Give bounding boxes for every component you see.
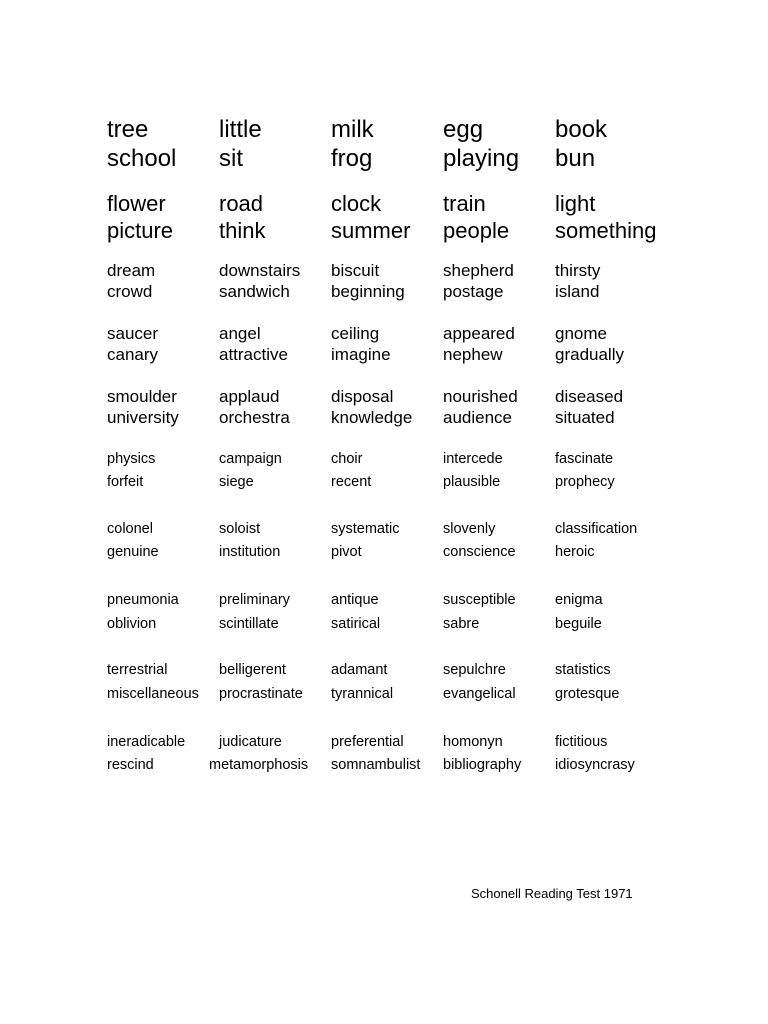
word: crowd [107,282,153,301]
word: dream [107,261,156,280]
word: forfeit [107,474,144,490]
word: situated [555,408,615,427]
word: downstairs [219,261,301,280]
word: think [219,218,266,243]
word: sepulchre [443,662,506,678]
word: sabre [443,616,480,632]
word: colonel [107,521,153,537]
word: summer [331,218,411,243]
word: procrastinate [219,686,303,702]
word: conscience [443,544,516,560]
word: heroic [555,544,595,560]
word: preferential [331,734,404,750]
word: university [107,408,179,427]
word: train [443,191,486,216]
word: appeared [443,324,515,343]
word: picture [107,218,174,243]
word: gradually [555,345,624,364]
word: intercede [443,451,503,467]
word: siege [219,474,254,490]
word: susceptible [443,592,516,608]
word: adamant [331,662,388,678]
word: tyrannical [331,686,394,702]
word: idiosyncrasy [555,757,635,773]
word: metamorphosis [209,757,309,773]
word: gnome [555,324,607,343]
word: campaign [219,451,282,467]
word: shepherd [443,261,514,280]
word: recent [331,474,372,490]
word: bun [555,145,596,172]
word: preliminary [219,592,290,608]
word: grotesque [555,686,620,702]
word: choir [331,451,363,467]
word: biscuit [331,261,380,280]
word: evangelical [443,686,516,702]
word: school [107,145,177,172]
word: slovenly [443,521,496,537]
word: sandwich [219,282,290,301]
word: road [219,191,264,216]
word: applaud [219,387,280,406]
word: statistics [555,662,611,678]
word: bibliography [443,757,522,773]
word: egg [443,116,484,143]
word: ineradicable [107,734,186,750]
word: satirical [331,616,381,632]
word: smoulder [107,387,177,406]
word: knowledge [331,408,413,427]
word: nourished [443,387,518,406]
word: institution [219,544,281,560]
word: plausible [443,474,501,490]
word: postage [443,282,504,301]
word: fictitious [555,734,608,750]
word: classification [555,521,638,537]
word: genuine [107,544,159,560]
word: disposal [331,387,394,406]
word: playing [443,145,520,172]
word: rescind [107,757,154,773]
word: enigma [555,592,603,608]
word: canary [107,345,159,364]
word: something [555,218,657,243]
word: terrestrial [107,662,168,678]
word: physics [107,451,156,467]
word: thirsty [555,261,601,280]
word: orchestra [219,408,290,427]
word: systematic [331,521,400,537]
word: people [443,218,510,243]
word: sit [219,145,243,172]
word: fascinate [555,451,614,467]
word: book [555,116,608,143]
word: tree [107,116,149,143]
word: pivot [331,544,362,560]
word: audience [443,408,513,427]
word: frog [331,145,373,172]
word: miscellaneous [107,686,199,702]
word: nephew [443,345,503,364]
footer-caption: Schonell Reading Test 1971 [471,886,633,901]
word: oblivion [107,616,157,632]
word: beguile [555,616,602,632]
word: clock [331,191,382,216]
word: prophecy [555,474,615,490]
word: diseased [555,387,624,406]
word: scintillate [219,616,279,632]
word: ceiling [331,324,380,343]
word: pneumonia [107,592,179,608]
word: beginning [331,282,405,301]
word: flower [107,191,166,216]
word: soloist [219,521,261,537]
word: milk [331,116,374,143]
word: saucer [107,324,159,343]
word: angel [219,324,261,343]
word: judicature [219,734,282,750]
word: attractive [219,345,288,364]
word: imagine [331,345,391,364]
word: somnambulist [331,757,421,773]
word: homonyn [443,734,503,750]
word: light [555,191,596,216]
word: little [219,116,262,143]
word: island [555,282,600,301]
word: belligerent [219,662,286,678]
word: antique [331,592,379,608]
